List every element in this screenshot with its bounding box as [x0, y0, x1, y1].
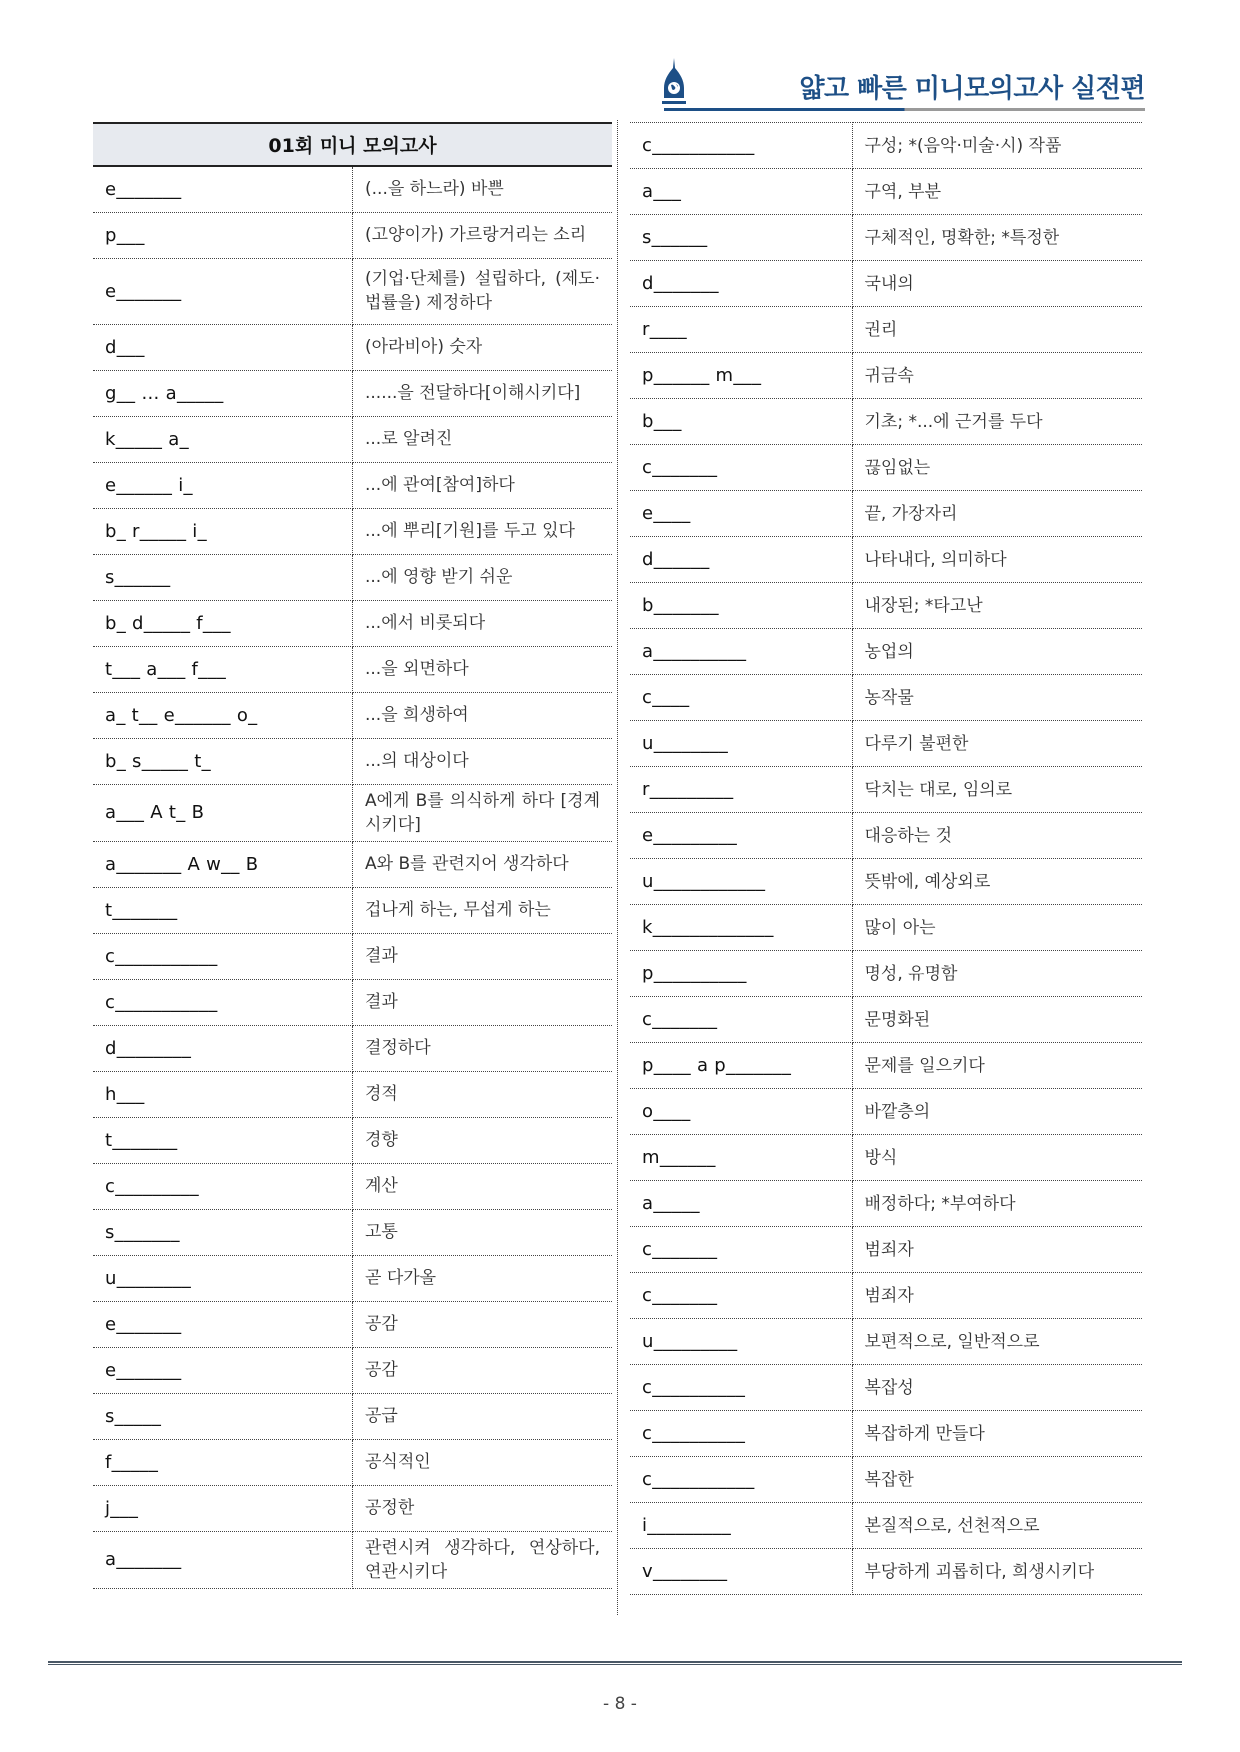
korean-meaning: 명성, 유명함	[852, 951, 1142, 997]
english-blank: j___	[93, 1485, 353, 1531]
korean-meaning: 구역, 부분	[852, 169, 1142, 215]
korean-meaning: 관련시켜 생각하다, 연상하다, 연관시키다	[353, 1531, 613, 1588]
english-blank: u____________	[630, 859, 852, 905]
english-blank: k_____ a_	[93, 416, 353, 462]
korean-meaning: 결과	[353, 933, 613, 979]
vocab-row	[630, 1089, 1142, 1135]
korean-meaning: ...을 희생하여	[353, 692, 613, 738]
korean-meaning: A와 B를 관련지어 생각하다	[353, 841, 613, 887]
english-blank: p______ m___	[630, 353, 852, 399]
korean-meaning: 권리	[852, 307, 1142, 353]
english-blank: e_______	[93, 258, 353, 324]
english-blank: i_________	[630, 1503, 852, 1549]
korean-meaning: ...을 외면하다	[353, 646, 613, 692]
page-number: - 8 -	[603, 1694, 637, 1714]
english-blank: c____	[630, 675, 852, 721]
korean-meaning: 곧 다가올	[353, 1255, 613, 1301]
vocab-row	[93, 738, 612, 784]
vocab-row	[630, 537, 1142, 583]
english-blank: a___	[630, 169, 852, 215]
english-blank: t_______	[93, 1117, 353, 1163]
english-blank: f_____	[93, 1439, 353, 1485]
korean-meaning: 공감	[353, 1301, 613, 1347]
korean-meaning: 국내의	[852, 261, 1142, 307]
vocab-row	[630, 1043, 1142, 1089]
korean-meaning: 계산	[353, 1163, 613, 1209]
vocab-row	[630, 1135, 1142, 1181]
english-blank: m______	[630, 1135, 852, 1181]
english-blank: s______	[630, 215, 852, 261]
korean-meaning: 범죄자	[852, 1273, 1142, 1319]
english-blank: c_______	[630, 445, 852, 491]
vocab-row	[93, 887, 612, 933]
vocab-row	[93, 1347, 612, 1393]
korean-meaning: 공감	[353, 1347, 613, 1393]
korean-meaning: 뜻밖에, 예상외로	[852, 859, 1142, 905]
vocab-row	[93, 370, 612, 416]
vocab-row	[630, 261, 1142, 307]
korean-meaning: 농업의	[852, 629, 1142, 675]
korean-meaning: 끊임없는	[852, 445, 1142, 491]
english-blank: a_____	[630, 1181, 852, 1227]
column-divider	[617, 120, 618, 1615]
korean-meaning: 농작물	[852, 675, 1142, 721]
english-blank: b_______	[630, 583, 852, 629]
english-blank: b_ r_____ i_	[93, 508, 353, 554]
korean-meaning: (...을 하느라) 바쁜	[353, 166, 613, 212]
vocab-table-right	[630, 122, 1142, 1595]
korean-meaning: 보편적으로, 일반적으로	[852, 1319, 1142, 1365]
korean-meaning: 부당하게 괴롭히다, 희생시키다	[852, 1549, 1142, 1595]
vocab-row	[630, 951, 1142, 997]
english-blank: c___________	[93, 979, 353, 1025]
english-blank: c__________	[630, 1411, 852, 1457]
korean-meaning: ......을 전달하다[이해시키다]	[353, 370, 613, 416]
english-blank: c_______	[630, 1273, 852, 1319]
korean-meaning: ...에 뿌리[기원]를 두고 있다	[353, 508, 613, 554]
vocab-row	[93, 692, 612, 738]
korean-meaning: 기초; *...에 근거를 두다	[852, 399, 1142, 445]
vocab-row	[630, 997, 1142, 1043]
vocab-row	[93, 1209, 612, 1255]
vocab-row	[630, 491, 1142, 537]
vocab-row	[93, 1163, 612, 1209]
english-blank: u_________	[630, 1319, 852, 1365]
korean-meaning: (고양이가) 가르랑거리는 소리	[353, 212, 613, 258]
korean-meaning: ...의 대상이다	[353, 738, 613, 784]
vocab-row	[630, 1319, 1142, 1365]
english-blank: p___	[93, 212, 353, 258]
vocab-row	[630, 1181, 1142, 1227]
english-blank: b___	[630, 399, 852, 445]
korean-meaning: 범죄자	[852, 1227, 1142, 1273]
vocab-row	[630, 399, 1142, 445]
vocab-row	[93, 841, 612, 887]
english-blank: h___	[93, 1071, 353, 1117]
english-blank: c_______	[630, 997, 852, 1043]
english-blank: d______	[630, 537, 852, 583]
english-blank: e_______	[93, 1301, 353, 1347]
english-blank: c___________	[93, 933, 353, 979]
english-blank: t___ a___ f___	[93, 646, 353, 692]
english-blank: s_______	[93, 1209, 353, 1255]
page-header	[660, 54, 1145, 114]
vocab-row	[630, 1365, 1142, 1411]
vocab-row	[93, 166, 612, 212]
vocab-row	[93, 508, 612, 554]
korean-meaning: 방식	[852, 1135, 1142, 1181]
vocab-row	[630, 629, 1142, 675]
vocab-row	[93, 416, 612, 462]
vocab-row	[93, 1255, 612, 1301]
vocab-table-left	[93, 122, 612, 1589]
english-blank: d___	[93, 324, 353, 370]
vocab-row	[93, 933, 612, 979]
header-rule	[664, 108, 1145, 111]
vocab-row	[93, 1485, 612, 1531]
korean-meaning: 복잡한	[852, 1457, 1142, 1503]
vocab-row	[630, 859, 1142, 905]
vocab-row	[630, 583, 1142, 629]
english-blank: u________	[93, 1255, 353, 1301]
vocab-row	[630, 1411, 1142, 1457]
korean-meaning: 닥치는 대로, 임의로	[852, 767, 1142, 813]
english-blank: r____	[630, 307, 852, 353]
english-blank: p__________	[630, 951, 852, 997]
korean-meaning: 다루기 불편한	[852, 721, 1142, 767]
korean-meaning: 결정하다	[353, 1025, 613, 1071]
korean-meaning: 결과	[353, 979, 613, 1025]
english-blank: a_______ A w__ B	[93, 841, 353, 887]
english-blank: p____ a p_______	[630, 1043, 852, 1089]
english-blank: e_________	[630, 813, 852, 859]
vocab-row	[93, 1439, 612, 1485]
english-blank: c___________	[630, 123, 852, 169]
english-blank: s_____	[93, 1393, 353, 1439]
vocab-row	[93, 212, 612, 258]
korean-meaning: ...에서 비롯되다	[353, 600, 613, 646]
korean-meaning: 고통	[353, 1209, 613, 1255]
korean-meaning: 복잡하게 만들다	[852, 1411, 1142, 1457]
english-blank: s______	[93, 554, 353, 600]
korean-meaning: 공급	[353, 1393, 613, 1439]
korean-meaning: 나타내다, 의미하다	[852, 537, 1142, 583]
korean-meaning: 내장된; *타고난	[852, 583, 1142, 629]
brand-title: 얇고 빠른 미니모의고사 실전편	[799, 74, 1145, 104]
korean-meaning: 문명화된	[852, 997, 1142, 1043]
english-blank: a___ A t_ B	[93, 784, 353, 841]
vocab-row	[93, 1531, 612, 1588]
vocab-row	[93, 1071, 612, 1117]
english-blank: e_______	[93, 166, 353, 212]
korean-meaning: ...로 알려진	[353, 416, 613, 462]
english-blank: v________	[630, 1549, 852, 1595]
korean-meaning: 구성; *(음악·미술·시) 작품	[852, 123, 1142, 169]
vocab-row	[93, 554, 612, 600]
vocab-row	[93, 1301, 612, 1347]
footer-rule	[48, 1661, 1182, 1665]
korean-meaning: 구체적인, 명확한; *특정한	[852, 215, 1142, 261]
korean-meaning: A에게 B를 의식하게 하다 [경계시키다]	[353, 784, 613, 841]
korean-meaning: ...에 관여[참여]하다	[353, 462, 613, 508]
vocab-row	[93, 1117, 612, 1163]
english-blank: e_______	[93, 1347, 353, 1393]
korean-meaning: 배정하다; *부여하다	[852, 1181, 1142, 1227]
vocab-row	[630, 813, 1142, 859]
vocab-row	[630, 445, 1142, 491]
korean-meaning: 공정한	[353, 1485, 613, 1531]
korean-meaning: 끝, 가장자리	[852, 491, 1142, 537]
vocab-row	[630, 1273, 1142, 1319]
english-blank: k_____________	[630, 905, 852, 951]
english-blank: c_______	[630, 1227, 852, 1273]
vocab-row	[630, 905, 1142, 951]
korean-meaning: 복잡성	[852, 1365, 1142, 1411]
vocab-row	[630, 1227, 1142, 1273]
vocab-row	[630, 721, 1142, 767]
english-blank: u________	[630, 721, 852, 767]
vocab-row	[93, 784, 612, 841]
vocab-row	[630, 169, 1142, 215]
korean-meaning: (아라비아) 숫자	[353, 324, 613, 370]
vocab-row	[630, 215, 1142, 261]
vocab-row	[630, 675, 1142, 721]
english-blank: d_______	[630, 261, 852, 307]
vocab-row	[630, 307, 1142, 353]
vocab-row	[630, 123, 1142, 169]
english-blank: g__ … a_____	[93, 370, 353, 416]
english-blank: a_ t__ e______ o_	[93, 692, 353, 738]
english-blank: c__________	[630, 1365, 852, 1411]
vocab-row	[93, 324, 612, 370]
english-blank: o____	[630, 1089, 852, 1135]
english-blank: d________	[93, 1025, 353, 1071]
vocab-row	[93, 1025, 612, 1071]
english-blank: t_______	[93, 887, 353, 933]
vocab-row	[93, 462, 612, 508]
section-title: 01회 미니 모의고사	[93, 123, 612, 166]
korean-meaning: 경향	[353, 1117, 613, 1163]
korean-meaning: (기업·단체를) 설립하다, (제도·법률을) 제정하다	[353, 258, 613, 324]
english-blank: b_ s_____ t_	[93, 738, 353, 784]
english-blank: e____	[630, 491, 852, 537]
korean-meaning: 문제를 일으키다	[852, 1043, 1142, 1089]
korean-meaning: 공식적인	[353, 1439, 613, 1485]
english-blank: a__________	[630, 629, 852, 675]
vocab-row	[93, 646, 612, 692]
vocab-row	[93, 258, 612, 324]
vocab-row	[630, 1503, 1142, 1549]
vocab-row	[630, 767, 1142, 813]
fountain-pen-globe-icon	[660, 58, 688, 108]
korean-meaning: 겁나게 하는, 무섭게 하는	[353, 887, 613, 933]
english-blank: e______ i_	[93, 462, 353, 508]
vocab-row	[630, 1457, 1142, 1503]
korean-meaning: 본질적으로, 선천적으로	[852, 1503, 1142, 1549]
korean-meaning: 바깥층의	[852, 1089, 1142, 1135]
korean-meaning: 경적	[353, 1071, 613, 1117]
english-blank: a_______	[93, 1531, 353, 1588]
english-blank: c_________	[93, 1163, 353, 1209]
english-blank: b_ d_____ f___	[93, 600, 353, 646]
korean-meaning: ...에 영향 받기 쉬운	[353, 554, 613, 600]
vocab-row	[93, 600, 612, 646]
korean-meaning: 많이 아는	[852, 905, 1142, 951]
english-blank: c___________	[630, 1457, 852, 1503]
korean-meaning: 대응하는 것	[852, 813, 1142, 859]
vocab-row	[630, 353, 1142, 399]
korean-meaning: 귀금속	[852, 353, 1142, 399]
vocab-row	[93, 1393, 612, 1439]
english-blank: r_________	[630, 767, 852, 813]
vocab-row	[93, 979, 612, 1025]
vocab-row	[630, 1549, 1142, 1595]
